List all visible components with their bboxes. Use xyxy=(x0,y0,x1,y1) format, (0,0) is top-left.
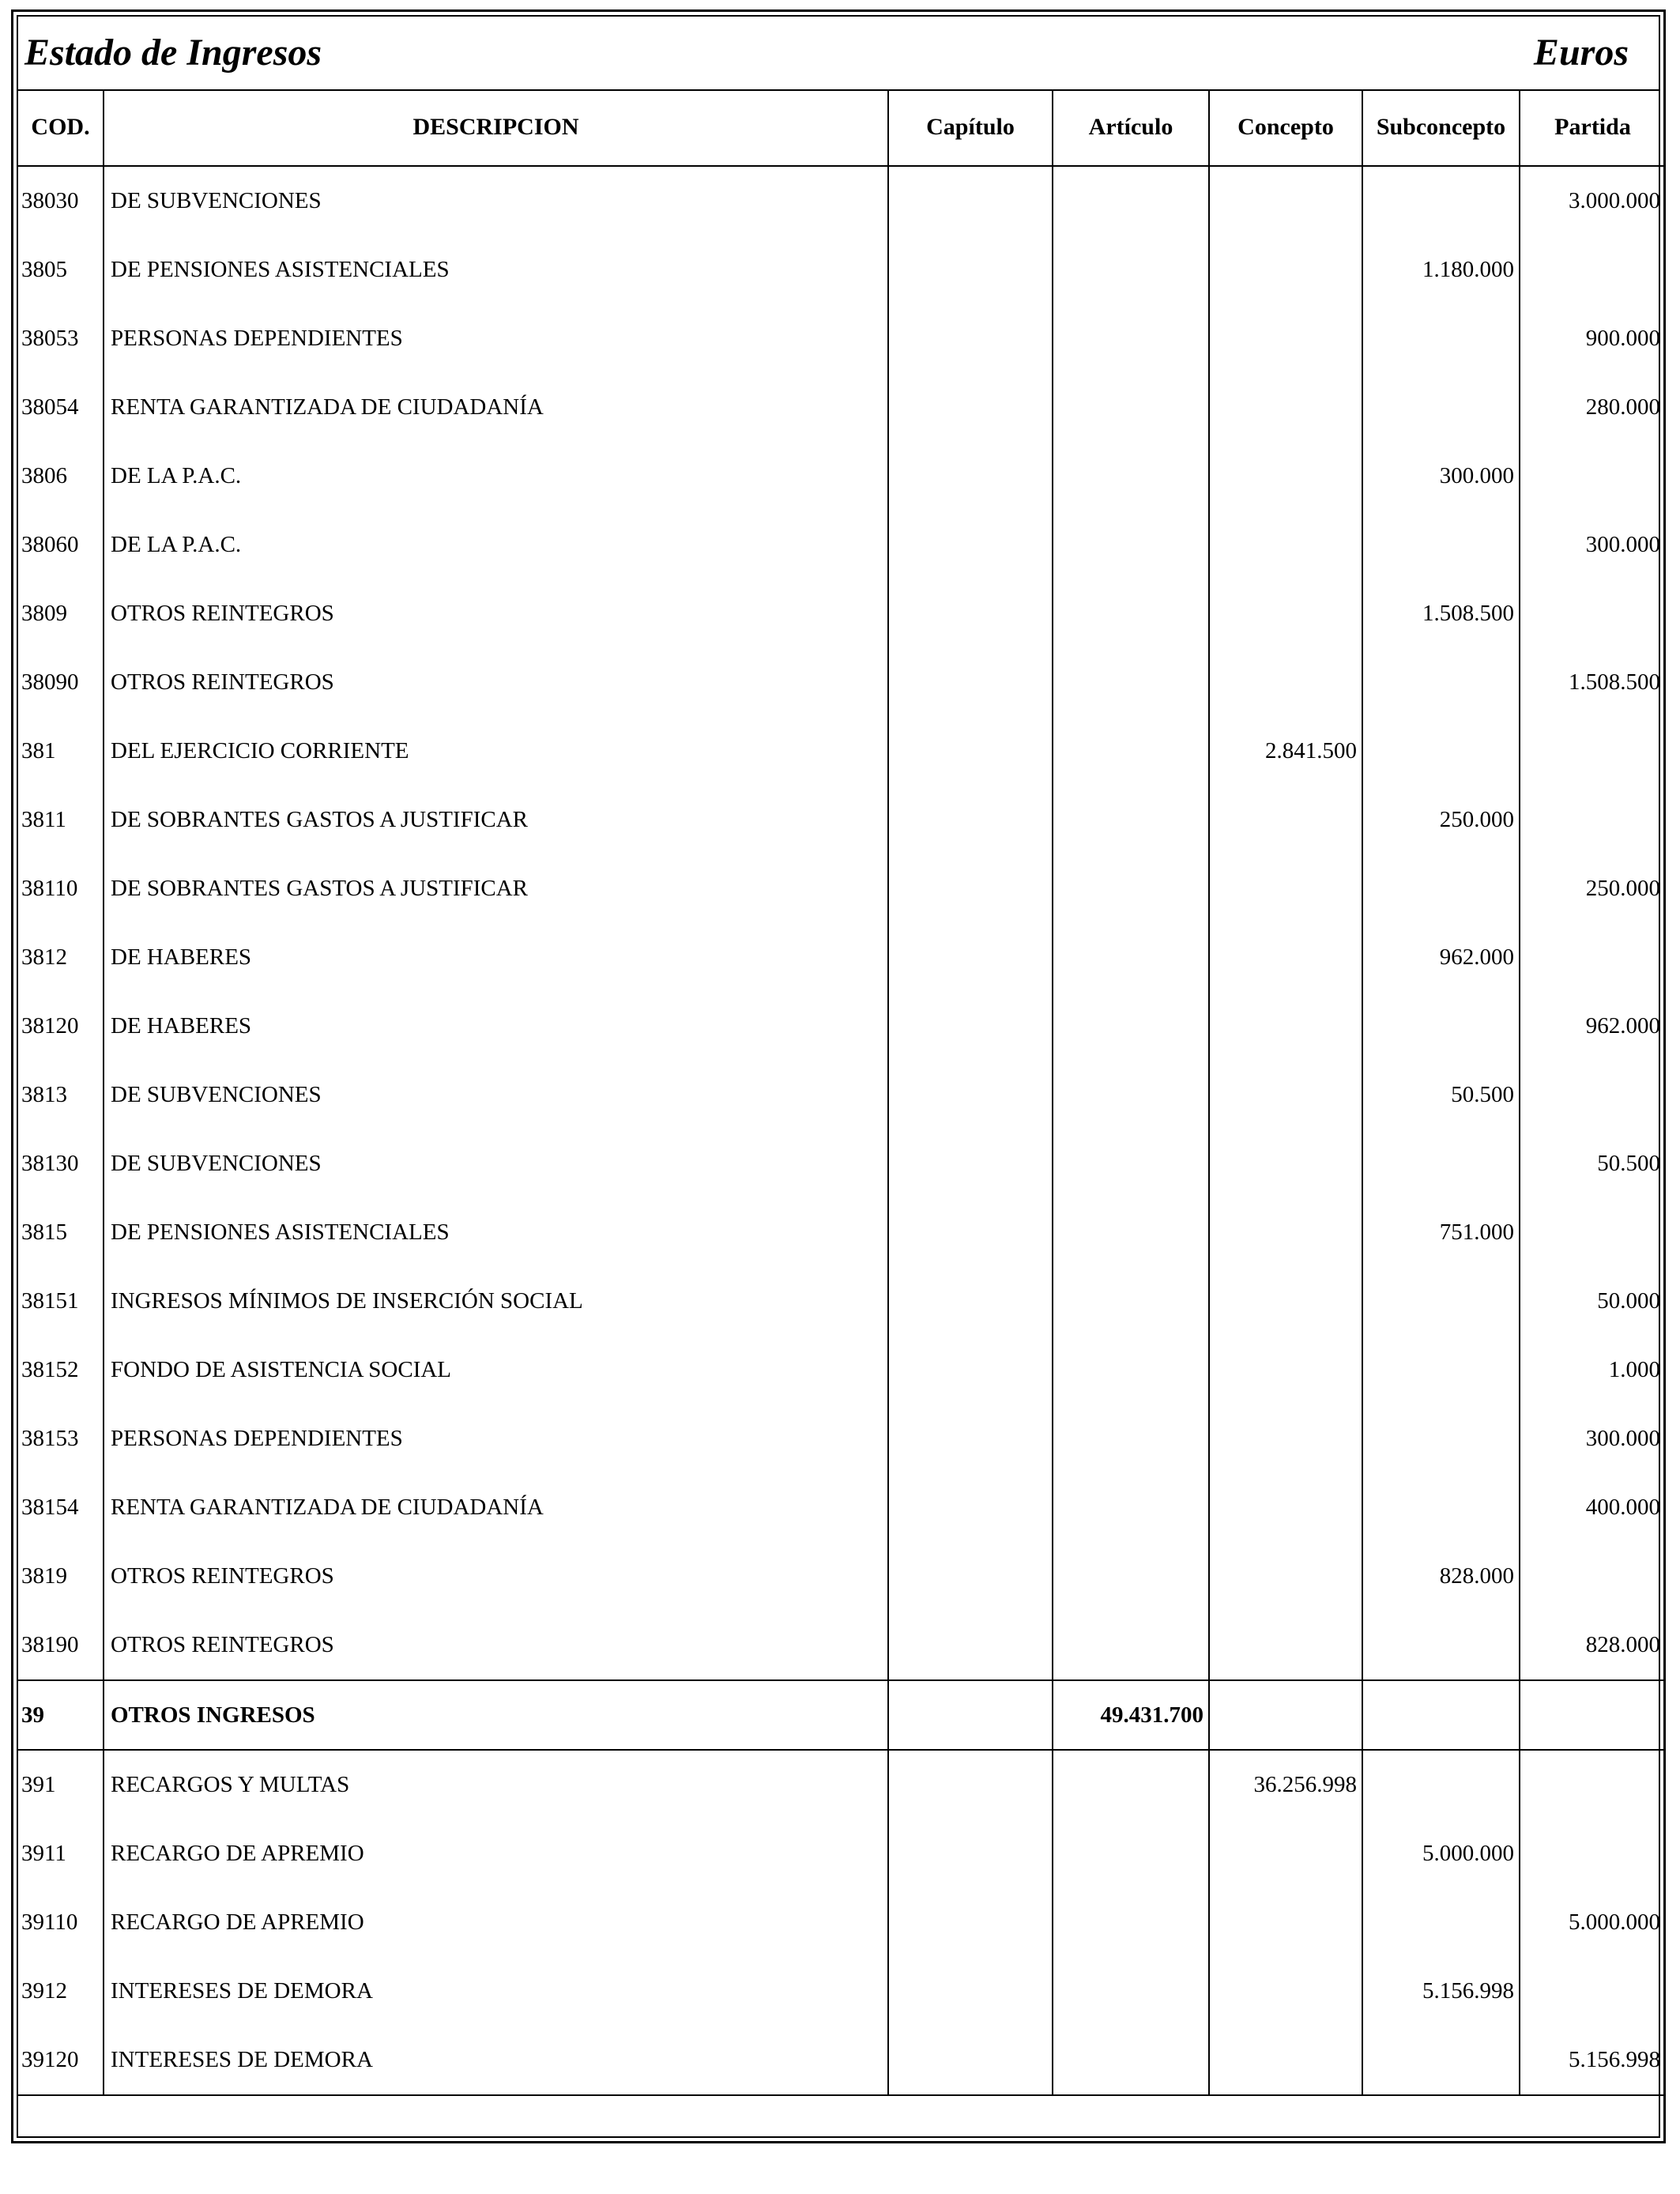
cell-capitulo xyxy=(888,1750,1053,1819)
cell-descripcion: OTROS REINTEGROS xyxy=(104,1542,888,1611)
table-row xyxy=(18,373,1665,442)
cell-capitulo xyxy=(888,304,1053,373)
table-row xyxy=(18,1611,1665,1680)
table-row xyxy=(18,992,1665,1061)
cell-partida: 300.000 xyxy=(1520,511,1665,579)
cell-capitulo xyxy=(888,1336,1053,1404)
cell-concepto xyxy=(1209,648,1362,717)
column-header-descripcion: DESCRIPCION xyxy=(104,89,888,166)
cell-cod: 38054 xyxy=(21,394,79,420)
cell-partida: 50.500 xyxy=(1520,1129,1665,1198)
cell-descripcion: FONDO DE ASISTENCIA SOCIAL xyxy=(104,1336,888,1404)
cell-concepto xyxy=(1209,1198,1362,1267)
cell-subconcepto xyxy=(1362,1611,1520,1680)
cell-subconcepto: 50.500 xyxy=(1362,1061,1520,1129)
cell-partida xyxy=(1520,786,1665,854)
table-row xyxy=(18,648,1665,717)
cell-cod: 39120 xyxy=(18,2026,104,2095)
table-row xyxy=(18,1819,1665,1888)
cell-capitulo xyxy=(888,511,1053,579)
cell-capitulo xyxy=(888,1129,1053,1198)
document-title: Estado de Ingresos xyxy=(24,32,322,74)
cell-articulo xyxy=(1053,1473,1209,1542)
cell-cod: 38053 xyxy=(21,326,79,351)
cell-capitulo xyxy=(888,1473,1053,1542)
cell-partida: 3.000.000 xyxy=(1520,166,1665,236)
cell-concepto xyxy=(1209,1611,1362,1680)
cell-partida xyxy=(1520,1061,1665,1129)
cell-descripcion: DE SOBRANTES GASTOS A JUSTIFICAR xyxy=(104,786,888,854)
cell-partida xyxy=(1520,579,1665,648)
cell-articulo xyxy=(1053,442,1209,511)
cell-subconcepto xyxy=(1362,1680,1520,1750)
income-table xyxy=(18,89,1665,2096)
cell-subconcepto xyxy=(1362,648,1520,717)
cell-capitulo xyxy=(888,648,1053,717)
cell-concepto xyxy=(1209,1819,1362,1888)
cell-articulo xyxy=(1053,166,1209,236)
cell-capitulo xyxy=(888,1061,1053,1129)
title-bar xyxy=(18,17,1659,91)
cell-subconcepto xyxy=(1362,1473,1520,1542)
cell-subconcepto xyxy=(1362,373,1520,442)
cell-cod: 38152 xyxy=(21,1357,79,1382)
cell-partida: 1.508.500 xyxy=(1520,648,1665,717)
cell-articulo xyxy=(1053,1888,1209,1957)
cell-cod: 381 xyxy=(21,738,56,763)
cell-capitulo xyxy=(888,923,1053,992)
cell-cod: 391 xyxy=(21,1772,56,1797)
table-row xyxy=(18,442,1665,511)
table-row xyxy=(18,236,1665,304)
cell-cod: 3815 xyxy=(21,1220,67,1245)
cell-cod: 3812 xyxy=(21,944,67,970)
cell-descripcion: DE LA P.A.C. xyxy=(104,442,888,511)
cell-descripcion: RECARGO DE APREMIO xyxy=(104,1819,888,1888)
cell-partida: 1.000 xyxy=(1520,1336,1665,1404)
cell-cod: 3805 xyxy=(21,257,67,282)
cell-partida xyxy=(1520,1819,1665,1888)
cell-articulo xyxy=(1053,786,1209,854)
document-inner-frame xyxy=(17,15,1660,2138)
cell-cod: 39110 xyxy=(21,1909,78,1935)
cell-articulo xyxy=(1053,1542,1209,1611)
cell-articulo xyxy=(1053,1198,1209,1267)
column-header-subconcepto: Subconcepto xyxy=(1362,89,1520,166)
cell-articulo xyxy=(1053,236,1209,304)
cell-capitulo xyxy=(888,1680,1053,1750)
cell-capitulo xyxy=(888,166,1053,236)
cell-cod: 38153 xyxy=(21,1426,79,1451)
cell-descripcion: RECARGO DE APREMIO xyxy=(104,1888,888,1957)
cell-articulo xyxy=(1053,304,1209,373)
cell-concepto xyxy=(1209,579,1362,648)
cell-concepto xyxy=(1209,1336,1362,1404)
cell-capitulo xyxy=(888,579,1053,648)
cell-descripcion: DE PENSIONES ASISTENCIALES xyxy=(104,1198,888,1267)
cell-cod: 38120 xyxy=(21,1013,79,1039)
cell-cod: 38190 xyxy=(21,1632,79,1657)
cell-articulo xyxy=(1053,854,1209,923)
table-row xyxy=(18,854,1665,923)
cell-concepto xyxy=(1209,786,1362,854)
cell-capitulo xyxy=(888,1542,1053,1611)
cell-concepto xyxy=(1209,1680,1362,1750)
cell-capitulo xyxy=(888,1267,1053,1336)
cell-subconcepto: 300.000 xyxy=(1362,442,1520,511)
cell-articulo xyxy=(1053,1611,1209,1680)
cell-articulo xyxy=(1053,1061,1209,1129)
table-row xyxy=(18,166,1665,236)
cell-descripcion: DE LA P.A.C. xyxy=(104,511,888,579)
table-row xyxy=(18,511,1665,579)
table-row xyxy=(18,786,1665,854)
cell-cod: 38154 xyxy=(21,1495,79,1520)
cell-concepto xyxy=(1209,304,1362,373)
cell-partida: 900.000 xyxy=(1520,304,1665,373)
cell-partida: 50.000 xyxy=(1520,1267,1665,1336)
cell-concepto xyxy=(1209,511,1362,579)
cell-subconcepto xyxy=(1362,717,1520,786)
cell-cod: 3912 xyxy=(21,1978,67,2004)
table-row xyxy=(18,1198,1665,1267)
cell-cod: 3809 xyxy=(21,601,67,626)
cell-concepto xyxy=(1209,166,1362,236)
cell-subconcepto: 5.156.998 xyxy=(1362,1957,1520,2026)
cell-capitulo xyxy=(888,854,1053,923)
cell-subconcepto xyxy=(1362,2026,1520,2095)
column-header-cod: COD. xyxy=(18,89,104,166)
table-row xyxy=(18,1404,1665,1473)
cell-descripcion: PERSONAS DEPENDIENTES xyxy=(104,1404,888,1473)
cell-concepto xyxy=(1209,2026,1362,2095)
cell-subconcepto xyxy=(1362,1336,1520,1404)
cell-subconcepto: 250.000 xyxy=(1362,786,1520,854)
cell-descripcion: INTERESES DE DEMORA xyxy=(104,2026,888,2095)
cell-articulo xyxy=(1053,717,1209,786)
cell-descripcion: RECARGOS Y MULTAS xyxy=(104,1750,888,1819)
cell-cod: 38090 xyxy=(21,669,79,695)
cell-articulo xyxy=(1053,579,1209,648)
cell-partida xyxy=(1520,1198,1665,1267)
cell-articulo xyxy=(1053,511,1209,579)
cell-descripcion: OTROS INGRESOS xyxy=(104,1680,888,1750)
cell-cod: 3811 xyxy=(21,807,66,832)
cell-descripcion: DE SOBRANTES GASTOS A JUSTIFICAR xyxy=(104,854,888,923)
cell-partida: 400.000 xyxy=(1520,1473,1665,1542)
cell-descripcion: DE SUBVENCIONES xyxy=(104,166,888,236)
cell-partida: 300.000 xyxy=(1520,1404,1665,1473)
cell-capitulo xyxy=(888,992,1053,1061)
table-row xyxy=(18,1888,1665,1957)
cell-concepto xyxy=(1209,1473,1362,1542)
cell-concepto: 36.256.998 xyxy=(1209,1750,1362,1819)
cell-capitulo xyxy=(888,1957,1053,2026)
cell-articulo xyxy=(1053,1336,1209,1404)
column-header-articulo: Artículo xyxy=(1053,89,1209,166)
cell-descripcion: OTROS REINTEGROS xyxy=(104,579,888,648)
cell-concepto xyxy=(1209,1888,1362,1957)
cell-subconcepto xyxy=(1362,304,1520,373)
cell-capitulo xyxy=(888,717,1053,786)
cell-cod: 38151 xyxy=(21,1288,79,1314)
cell-articulo xyxy=(1053,1750,1209,1819)
cell-capitulo xyxy=(888,236,1053,304)
cell-partida xyxy=(1520,1680,1665,1750)
cell-subconcepto xyxy=(1362,1129,1520,1198)
table-row xyxy=(18,1336,1665,1404)
cell-articulo xyxy=(1053,648,1209,717)
cell-articulo xyxy=(1053,992,1209,1061)
cell-concepto xyxy=(1209,236,1362,304)
cell-concepto xyxy=(1209,1404,1362,1473)
cell-descripcion: INTERESES DE DEMORA xyxy=(104,1957,888,2026)
table-row xyxy=(18,1129,1665,1198)
cell-descripcion: DE HABERES xyxy=(104,992,888,1061)
table-row xyxy=(18,1750,1665,1819)
cell-concepto xyxy=(1209,373,1362,442)
cell-articulo xyxy=(1053,2026,1209,2095)
cell-descripcion: RENTA GARANTIZADA DE CIUDADANÍA xyxy=(104,373,888,442)
cell-concepto xyxy=(1209,1957,1362,2026)
cell-articulo xyxy=(1053,373,1209,442)
table-row xyxy=(18,1542,1665,1611)
cell-concepto xyxy=(1209,1061,1362,1129)
cell-capitulo xyxy=(888,1404,1053,1473)
table-row xyxy=(18,1680,1665,1750)
cell-subconcepto xyxy=(1362,992,1520,1061)
cell-descripcion: INGRESOS MÍNIMOS DE INSERCIÓN SOCIAL xyxy=(104,1267,888,1336)
cell-descripcion: DE SUBVENCIONES xyxy=(104,1129,888,1198)
cell-subconcepto: 828.000 xyxy=(1362,1542,1520,1611)
cell-subconcepto xyxy=(1362,1888,1520,1957)
cell-cod: 38030 xyxy=(21,188,79,213)
cell-cod: 3813 xyxy=(21,1082,67,1107)
cell-partida xyxy=(1520,236,1665,304)
table-row xyxy=(18,923,1665,992)
cell-descripcion: DE HABERES xyxy=(104,923,888,992)
cell-concepto xyxy=(1209,1542,1362,1611)
cell-concepto xyxy=(1209,854,1362,923)
cell-capitulo xyxy=(888,1888,1053,1957)
cell-capitulo xyxy=(888,442,1053,511)
cell-partida xyxy=(1520,1750,1665,1819)
cell-articulo xyxy=(1053,923,1209,992)
cell-concepto xyxy=(1209,923,1362,992)
cell-capitulo xyxy=(888,2026,1053,2095)
cell-cod: 38110 xyxy=(21,876,78,901)
cell-partida: 828.000 xyxy=(1520,1611,1665,1680)
cell-articulo: 49.431.700 xyxy=(1053,1680,1209,1750)
table-row xyxy=(18,1473,1665,1542)
cell-articulo xyxy=(1053,1957,1209,2026)
cell-cod: 38060 xyxy=(21,532,79,557)
cell-descripcion: PERSONAS DEPENDIENTES xyxy=(104,304,888,373)
cell-articulo xyxy=(1053,1267,1209,1336)
cell-articulo xyxy=(1053,1819,1209,1888)
cell-capitulo xyxy=(888,1819,1053,1888)
cell-cod: 3806 xyxy=(21,463,67,488)
cell-subconcepto xyxy=(1362,1267,1520,1336)
table-row xyxy=(18,1267,1665,1336)
table-row xyxy=(18,304,1665,373)
cell-subconcepto: 962.000 xyxy=(1362,923,1520,992)
cell-subconcepto xyxy=(1362,166,1520,236)
table-header-row xyxy=(18,89,1665,166)
column-header-capitulo: Capítulo xyxy=(888,89,1053,166)
cell-concepto: 2.841.500 xyxy=(1209,717,1362,786)
cell-subconcepto xyxy=(1362,511,1520,579)
cell-capitulo xyxy=(888,1198,1053,1267)
cell-capitulo xyxy=(888,1611,1053,1680)
table-row xyxy=(18,2026,1665,2095)
cell-partida: 5.156.998 xyxy=(1520,2026,1665,2095)
cell-partida: 280.000 xyxy=(1520,373,1665,442)
cell-partida: 962.000 xyxy=(1520,992,1665,1061)
cell-descripcion: DEL EJERCICIO CORRIENTE xyxy=(104,717,888,786)
table-footer-row xyxy=(18,2089,1659,2136)
cell-subconcepto xyxy=(1362,1750,1520,1819)
table-row xyxy=(18,717,1665,786)
cell-partida xyxy=(1520,1957,1665,2026)
cell-subconcepto: 1.508.500 xyxy=(1362,579,1520,648)
cell-descripcion: DE PENSIONES ASISTENCIALES xyxy=(104,236,888,304)
cell-cod: 39 xyxy=(18,1680,104,1750)
cell-articulo xyxy=(1053,1129,1209,1198)
cell-subconcepto: 1.180.000 xyxy=(1362,236,1520,304)
cell-partida xyxy=(1520,442,1665,511)
cell-partida xyxy=(1520,717,1665,786)
cell-concepto xyxy=(1209,442,1362,511)
cell-cod: 38130 xyxy=(21,1151,79,1176)
cell-subconcepto: 751.000 xyxy=(1362,1198,1520,1267)
cell-partida xyxy=(1520,1542,1665,1611)
document-frame xyxy=(11,9,1666,2143)
currency-label: Euros xyxy=(1533,32,1629,74)
table-row xyxy=(18,1957,1665,2026)
cell-descripcion: DE SUBVENCIONES xyxy=(104,1061,888,1129)
cell-partida xyxy=(1520,923,1665,992)
cell-cod: 3819 xyxy=(21,1563,67,1589)
cell-capitulo xyxy=(888,373,1053,442)
column-header-concepto: Concepto xyxy=(1209,89,1362,166)
cell-articulo xyxy=(1053,1404,1209,1473)
cell-subconcepto: 5.000.000 xyxy=(1362,1819,1520,1888)
cell-descripcion: OTROS REINTEGROS xyxy=(104,1611,888,1680)
cell-concepto xyxy=(1209,1129,1362,1198)
cell-partida: 5.000.000 xyxy=(1520,1888,1665,1957)
cell-partida: 250.000 xyxy=(1520,854,1665,923)
cell-descripcion: OTROS REINTEGROS xyxy=(104,648,888,717)
table-body xyxy=(18,166,1665,2095)
cell-cod: 3911 xyxy=(21,1841,66,1866)
table-row xyxy=(18,1061,1665,1129)
cell-subconcepto xyxy=(1362,854,1520,923)
cell-capitulo xyxy=(888,786,1053,854)
table-row xyxy=(18,579,1665,648)
cell-subconcepto xyxy=(1362,1404,1520,1473)
cell-descripcion: RENTA GARANTIZADA DE CIUDADANÍA xyxy=(104,1473,888,1542)
cell-concepto xyxy=(1209,992,1362,1061)
column-header-partida: Partida xyxy=(1520,89,1665,166)
cell-concepto xyxy=(1209,1267,1362,1336)
